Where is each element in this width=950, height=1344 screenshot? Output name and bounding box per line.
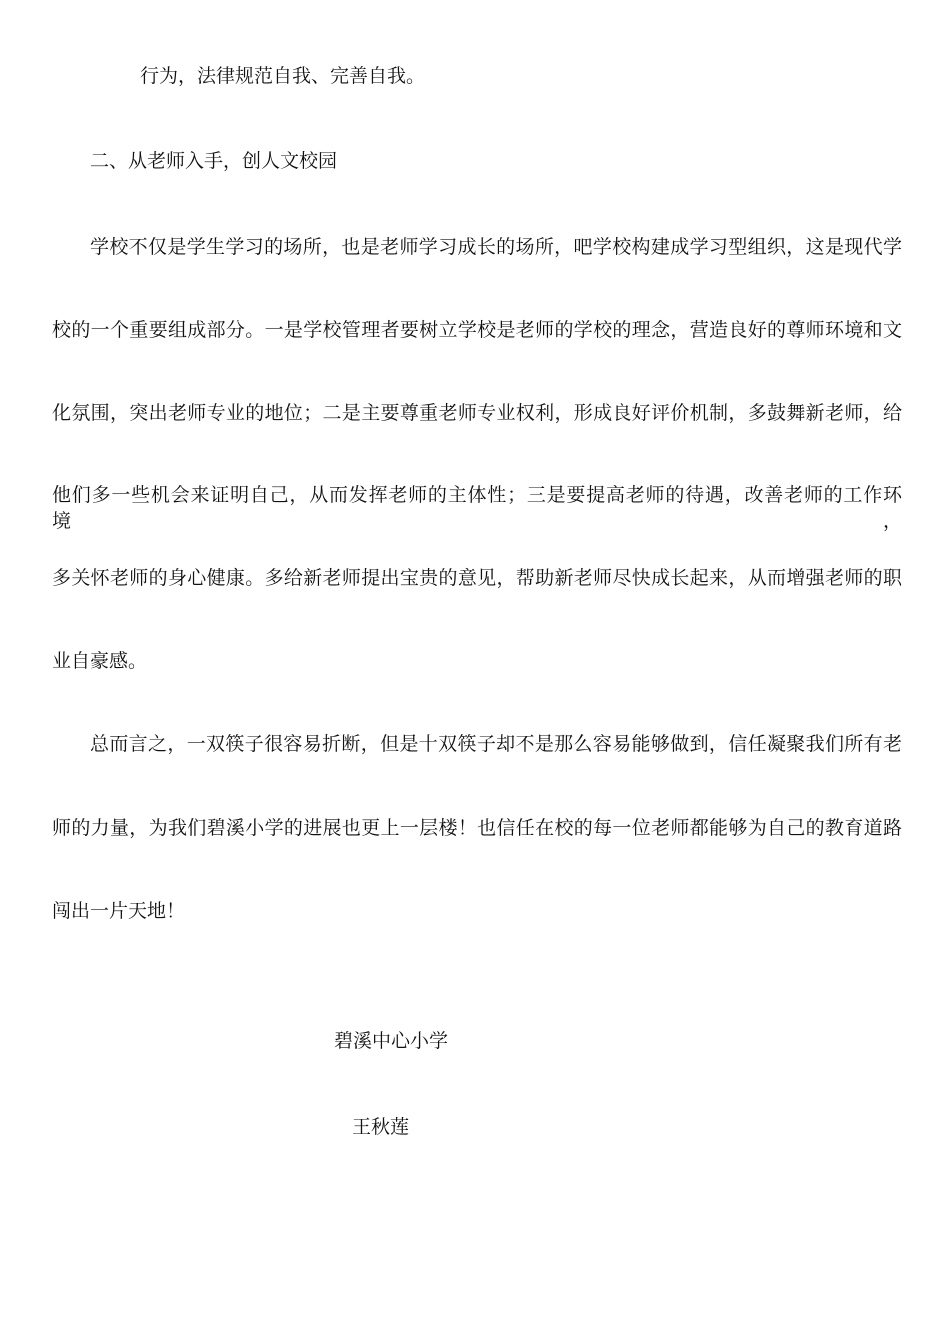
paragraph-line: 他们多一些机会来证明自己，从而发挥老师的主体性；三是要提高老师的待遇，改善老师的工作环境，	[52, 484, 902, 532]
paragraph-line: 多关怀老师的身心健康。多给新老师提出宝贵的意见，帮助新老师尽快成长起来，从而增强老师的职	[52, 567, 902, 589]
paragraph-line: 业自豪感。	[52, 650, 148, 672]
text-line: 行为，法律规范自我、完善自我。	[140, 65, 426, 87]
paragraph-line: 校的一个重要组成部分。一是学校管理者要树立学校是老师的学校的理念，营造良好的尊师环境和文	[52, 319, 902, 341]
paragraph-line: 闯出一片天地！	[52, 900, 186, 922]
paragraph-line: 学校不仅是学生学习的场所，也是老师学习成长的场所，吧学校构建成学习型组织，这是现代学	[90, 236, 902, 258]
signature-name: 王秋莲	[352, 1116, 410, 1138]
section-heading: 二、从老师入手，创人文校园	[90, 150, 338, 172]
paragraph-line: 化氛围，突出老师专业的地位；二是主要尊重老师专业权利，形成良好评价机制，多鼓舞新老师，给	[52, 402, 902, 424]
paragraph-line: 师的力量，为我们碧溪小学的进展也更上一层楼！也信任在校的每一位老师都能够为自己的教育道路	[52, 817, 902, 839]
signature-school: 碧溪中心小学	[334, 1030, 449, 1052]
paragraph-line: 总而言之，一双筷子很容易折断，但是十双筷子却不是那么容易能够做到，信任凝聚我们所有老	[90, 733, 902, 755]
